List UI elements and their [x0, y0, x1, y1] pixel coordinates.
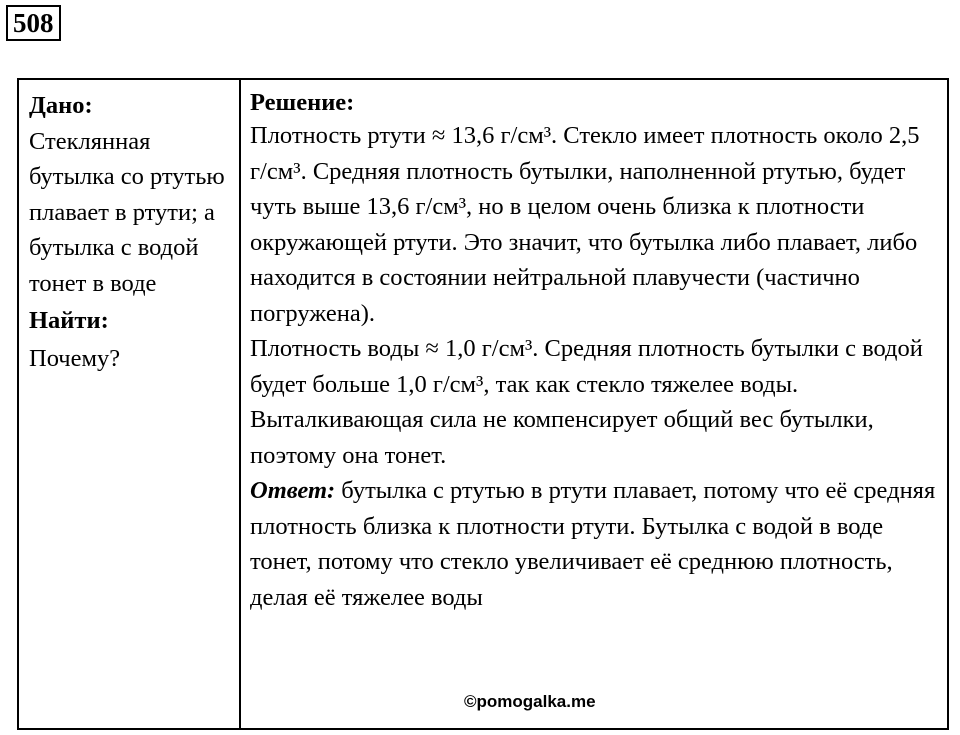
solution-paragraph-mercury: Плотность ртути ≈ 13,6 г/см³. Стекло имеет плотность около 2,5 г/см³. Средняя плотность бутылки, наполненной ртутью, будет чуть выше 13,6 г/см³, но в целом очень близка к плотности окружающей ртути. Это значит, что бутылка либо плавает, либо находится в состоянии нейтральной плавучести (частично погружена).	[250, 122, 920, 327]
answer-text: бутылка с ртутью в ртути плавает, потому что её средняя плотность близка к плотности ртути. Бутылка с водой в воде тонет, потому что стекло увеличивает её среднюю плотность, делая её тяжелее воды	[250, 477, 936, 611]
problem-number: 508	[6, 5, 61, 41]
column-divider	[239, 80, 241, 728]
solution-paragraph-water: Плотность воды ≈ 1,0 г/см³. Средняя плотность бутылки с водой будет больше 1,0 г/см³, так как стекло тяжелее воды. Выталкивающая сила не компенсирует общий вес бутылки, поэтому она тонет.	[250, 335, 923, 469]
solution-heading: Решение:	[250, 89, 355, 116]
answer-paragraph	[250, 473, 942, 615]
watermark: ©pomogalka.me	[464, 692, 596, 711]
answer-label: Ответ:	[250, 477, 336, 504]
solution-table	[17, 78, 949, 730]
given-column	[29, 88, 229, 376]
solution-column	[250, 88, 942, 615]
given-text: Стеклянная бутылка со ртутью плавает в ртути; а бутылка с водой тонет в воде	[29, 127, 225, 297]
find-text: Почему?	[29, 344, 121, 372]
find-heading: Найти:	[29, 307, 109, 334]
given-heading: Дано:	[29, 92, 93, 119]
